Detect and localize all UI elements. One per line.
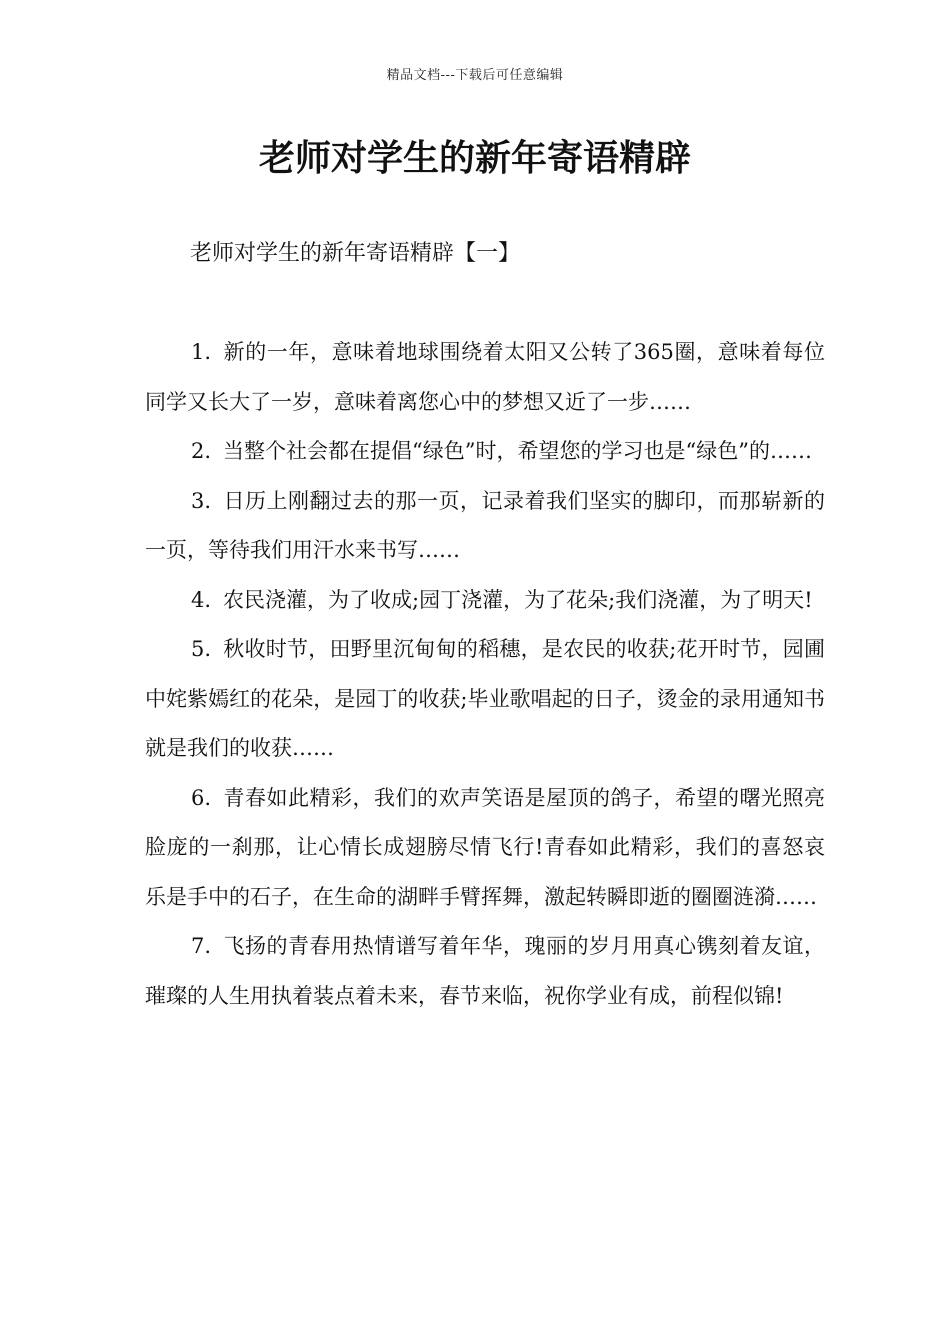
item-text: 飞扬的青春用热情谱写着年华，瑰丽的岁月用真心镌刻着友谊，璀璨的人生用执着装点着未来，春节来临，祝你学业有成，前程似锦! [145,934,825,1008]
list-item [145,774,825,923]
item-text: 当整个社会都在提倡“绿色”时，希望您的学习也是“绿色”的…… [223,439,812,463]
item-text: 日历上刚翻过去的那一页，记录着我们坚实的脚印，而那崭新的一页，等待我们用汗水来书写…… [145,488,825,562]
header-note: 精品文档---下载后可任意编辑 [386,68,564,83]
blessing-list [145,328,825,1021]
list-item [145,922,825,1021]
item-number: 6. [191,785,212,810]
item-text: 秋收时节，田野里沉甸甸的稻穗，是农民的收获;花开时节，园圃中姹紫嫣红的花朵，是园丁的收获;毕业歌唱起的日子，烫金的录用通知书就是我们的收获…… [145,637,825,760]
item-text: 农民浇灌，为了收成;园丁浇灌，为了花朵;我们浇灌，为了明天! [223,587,813,612]
item-number: 5. [191,637,212,661]
item-number: 2. [191,439,212,463]
list-item [145,328,825,427]
item-number: 3. [191,488,212,513]
item-text: 青春如此精彩，我们的欢声笑语是屋顶的鸽子，希望的曙光照亮脸庞的一刹那，让心情长成翅膀尽情飞行!青春如此精彩，我们的喜怒哀乐是手中的石子，在生命的湖畔手臂挥舞，激起转瞬即逝的圈圈涟漪…… [145,785,825,909]
list-item [145,576,825,626]
item-number: 1. [191,340,212,364]
list-item [145,427,825,477]
list-item [145,625,825,774]
section-heading: 老师对学生的新年寄语精辟【一】 [190,241,521,266]
page-title: 老师对学生的新年寄语精辟 [258,138,691,179]
list-item [145,477,825,576]
item-number: 4. [191,587,212,612]
item-text: 新的一年，意味着地球围绕着太阳又公转了365圈，意味着每位同学又长大了一岁，意味着离您心中的梦想又近了一步…… [145,340,825,414]
item-number: 7. [191,934,212,958]
